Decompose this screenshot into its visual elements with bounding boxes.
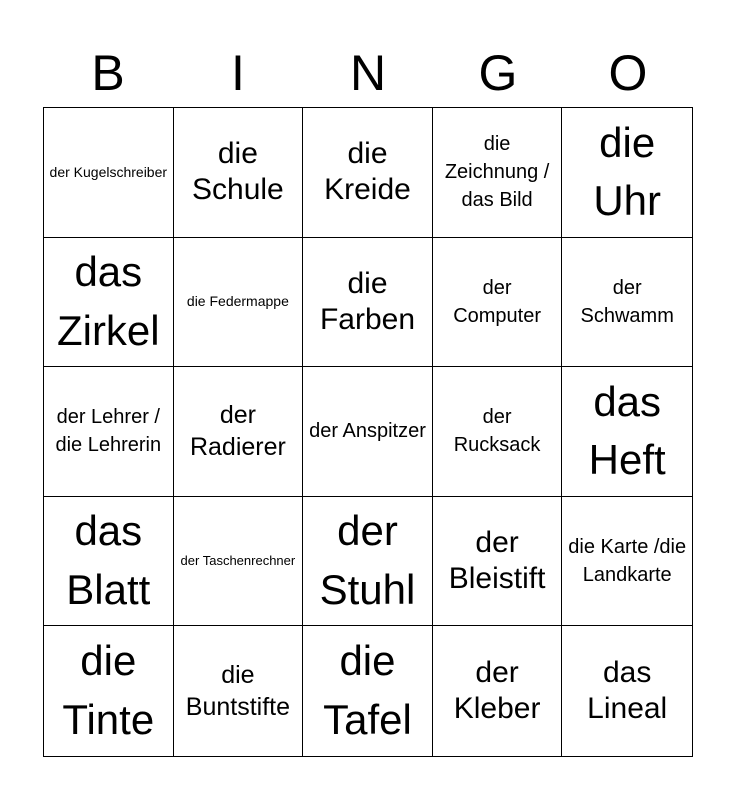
bingo-cell[interactable]: der Schwamm xyxy=(562,238,692,368)
header-letter-n: N xyxy=(349,45,387,101)
header-letter-g: G xyxy=(478,45,518,101)
bingo-cell[interactable]: die Federmappe xyxy=(174,238,304,368)
bingo-cell[interactable]: das Lineal xyxy=(587,656,668,726)
bingo-cell[interactable]: der Kleber xyxy=(433,626,563,756)
bingo-cell[interactable]: der Rucksack xyxy=(433,367,563,497)
bingo-cell[interactable]: die Tafel xyxy=(303,626,433,756)
bingo-cell[interactable]: der Lehrer / die Lehrerin xyxy=(44,367,174,497)
header-letter-i: I xyxy=(231,45,245,101)
bingo-cell[interactable]: die Uhr xyxy=(562,108,692,238)
bingo-cell[interactable]: die Tinte xyxy=(44,626,174,756)
bingo-header xyxy=(43,40,693,106)
bingo-cell[interactable]: die Karte /die Landkarte xyxy=(562,497,692,627)
bingo-cell[interactable]: das Blatt xyxy=(44,497,174,627)
bingo-cell[interactable]: die Zeichnung / das Bild xyxy=(433,108,563,238)
bingo-cell[interactable]: der Computer xyxy=(433,238,563,368)
bingo-cell[interactable]: der Bleistift xyxy=(433,497,563,627)
bingo-cell[interactable]: das Heft xyxy=(562,367,692,497)
bingo-cell[interactable]: der Stuhl xyxy=(303,497,433,627)
bingo-cell[interactable]: der Anspitzer xyxy=(303,367,433,497)
bingo-grid xyxy=(43,107,693,757)
bingo-cell[interactable]: die Farben xyxy=(303,238,433,368)
bingo-cell[interactable]: der Radierer xyxy=(174,367,304,497)
bingo-cell[interactable]: die Buntstifte xyxy=(174,626,304,756)
header-letter-o: O xyxy=(608,45,648,101)
bingo-cell[interactable]: das Zirkel xyxy=(44,238,174,368)
bingo-cell[interactable]: die Kreide xyxy=(303,108,433,238)
bingo-cell[interactable]: die Schule xyxy=(174,108,304,238)
header-letter-b: B xyxy=(91,45,125,101)
bingo-cell[interactable]: der Taschenrechner xyxy=(174,497,304,627)
bingo-cell[interactable]: der Kugelschreiber xyxy=(44,108,174,238)
